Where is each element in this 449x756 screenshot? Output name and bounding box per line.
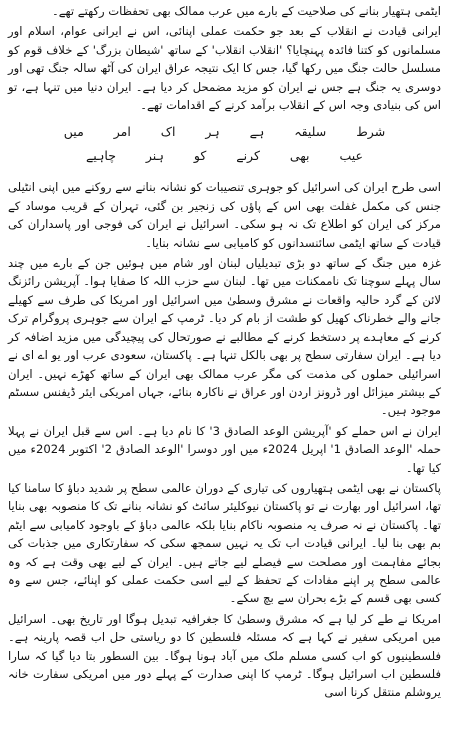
paragraph-5: ایران نے اس حملے کو 'آپریشن الوعد الصادق 3' کا نام دیا ہے۔ اس سے قبل ایران نے پہلا حملہ 'الوعد الصادق 1' اپریل 2024ء میں اور دوسرا 'الوعد الصادق 2' اکتوبر 2024ء میں کیا تھا۔ [8, 423, 441, 475]
paragraph-2: ایرانی قیادت نے انقلاب کے بعد جو حکمت عملی اپنائی، اس نے ایرانی عوام، اسلام اور مسلمانوں کو کتنا فائدہ پہنچایا؟ 'انقلاب انقلاب' کے ساتھ 'شیطان بزرگ' کے خلاف قوم کو مسلسل حالت جنگ میں رکھا گیا، جس کا ایک نتیجہ عراق ایران کی آٹھ سالہ جنگ تھی اور دوسری یہ جنگ ہے جس نے ایران کو مزید مضمحل کر دیا ہے۔ ایران دنیا میں تنہا ہے، تو اس کی بنیادی وجہ اس کے انقلاب برآمد کرنے کے اقدامات تھے۔ [8, 24, 441, 113]
paragraph-3: اسی طرح ایران کی اسرائیل کو جوہری تنصیبات کو نشانہ بنانے سے روکنے میں اپنی انٹیلی جنس کی مکمل غفلت بھی اس کے پاؤں کی زنجیر بن گئی، تہران کے قریب موساد کے مرکز کی ایران کو اطلاع تک نہ ہو سکی۔ اسرائیل نے ایران کی فوجی اور پاسداران کی قیادت کے ساتھ ایٹمی سائنسدانوں کو کامیابی سے نشانہ بنایا۔ [8, 180, 441, 250]
paragraph-1: ایٹمی ہتھیار بنانے کی صلاحیت کے بارے میں عرب ممالک بھی تحفظات رکھتے تھے۔ [51, 4, 441, 18]
poem-line-2: عیب بھی کرنے کو ہنر چاہیے [85, 148, 364, 164]
document-page [8, 2, 441, 756]
paragraph-7: امریکا نے طے کر لیا ہے کہ مشرق وسطیٰ کا جغرافیہ تبدیل ہوگا اور تاریخ بھی۔ اسرائیل میں امریکی سفیر نے کہا ہے کہ مسئلہ فلسطین کا دو ریاستی حل اب قصہ پارینہ ہے۔ فلسطینیوں کو اب کسی مسلم ملک میں آباد ہونا ہوگا۔ بین السطور بتا دیا گیا کہ سارا فلسطین اب اسرائیل ہوگا۔ ٹرمپ کا اپنی صدارت کے پہلے دور میں امریکی سفارت خانہ یروشلم منتقل کرنا اسی [8, 611, 441, 700]
poem-line-1: شرط سلیقہ ہے ہر اک امر میں [63, 124, 386, 140]
paragraph-6: پاکستان نے بھی ایٹمی ہتھیاروں کی تیاری کے دوران عالمی سطح پر شدید دباؤ کا سامنا کیا تھا، اسرائیل اور بھارت نے تو پاکستان نیوکلیئر سائٹ کو نشانہ بنانے تک کا منصوبہ بھی بنایا تھا۔ پاکستان نے نہ صرف یہ منصوبہ ناکام بنایا بلکہ عالمی دباؤ کے باوجود کامیابی سے ایٹم بم بھی بنا لیا۔ ایرانی قیادت اب تک یہ نہیں سمجھ سکی کہ سفارتکاری میں جذبات کی بجائے مفاہمت اور مصلحت سے فیصلے لیے جاتے ہیں۔ ایران کے لیے بھی وقت ہے کہ وہ عالمی سطح پر اپنے مفادات کے تحفظ کے لیے اسی حکمت عملی کو اپنائے، جس سے وہ کسی بھی قسم کے بڑے بحران سے بچ سکے۔ [8, 480, 441, 606]
poem-block [8, 120, 441, 168]
paragraph-4: غزہ میں جنگ کے ساتھ دو بڑی تبدیلیاں لبنان اور شام میں ہوئیں جن کے بارے میں چند سال پہلے سوچنا تک ناممکنات میں تھا۔ لبنان سے حزب اللہ کا صفایا ہوا۔ آپریشن رائزنگ لائن کے گرد حالیہ واقعات نے مشرق وسطیٰ میں اسرائیل اور امریکا کی طرف سے کھیلے جانے والے خطرناک کھیل کو طشت از بام کر دیا۔ ٹرمپ کے ایران سے جوہری پروگرام ترک کرنے کے معاہدے پر دستخط کرنے کے مطالبے نے صورتحال کی پیچیدگی میں مزید اضافہ کر دیا ہے۔ ایران سفارتی سطح پر بھی بالکل تنہا ہے۔ پاکستان، سعودی عرب اور یو اے ای نے اسرائیلی حملوں کی مذمت کی مگر عرب ممالک بھی ایران کے ساتھ کھڑے نہیں۔ ایران کے بیشتر میزائل اور ڈرونز اردن اور عراق نے ناکارہ بنائے، جہاں امریکی ایئر ڈیفنس سسٹم موجود ہیں۔ [8, 256, 441, 418]
